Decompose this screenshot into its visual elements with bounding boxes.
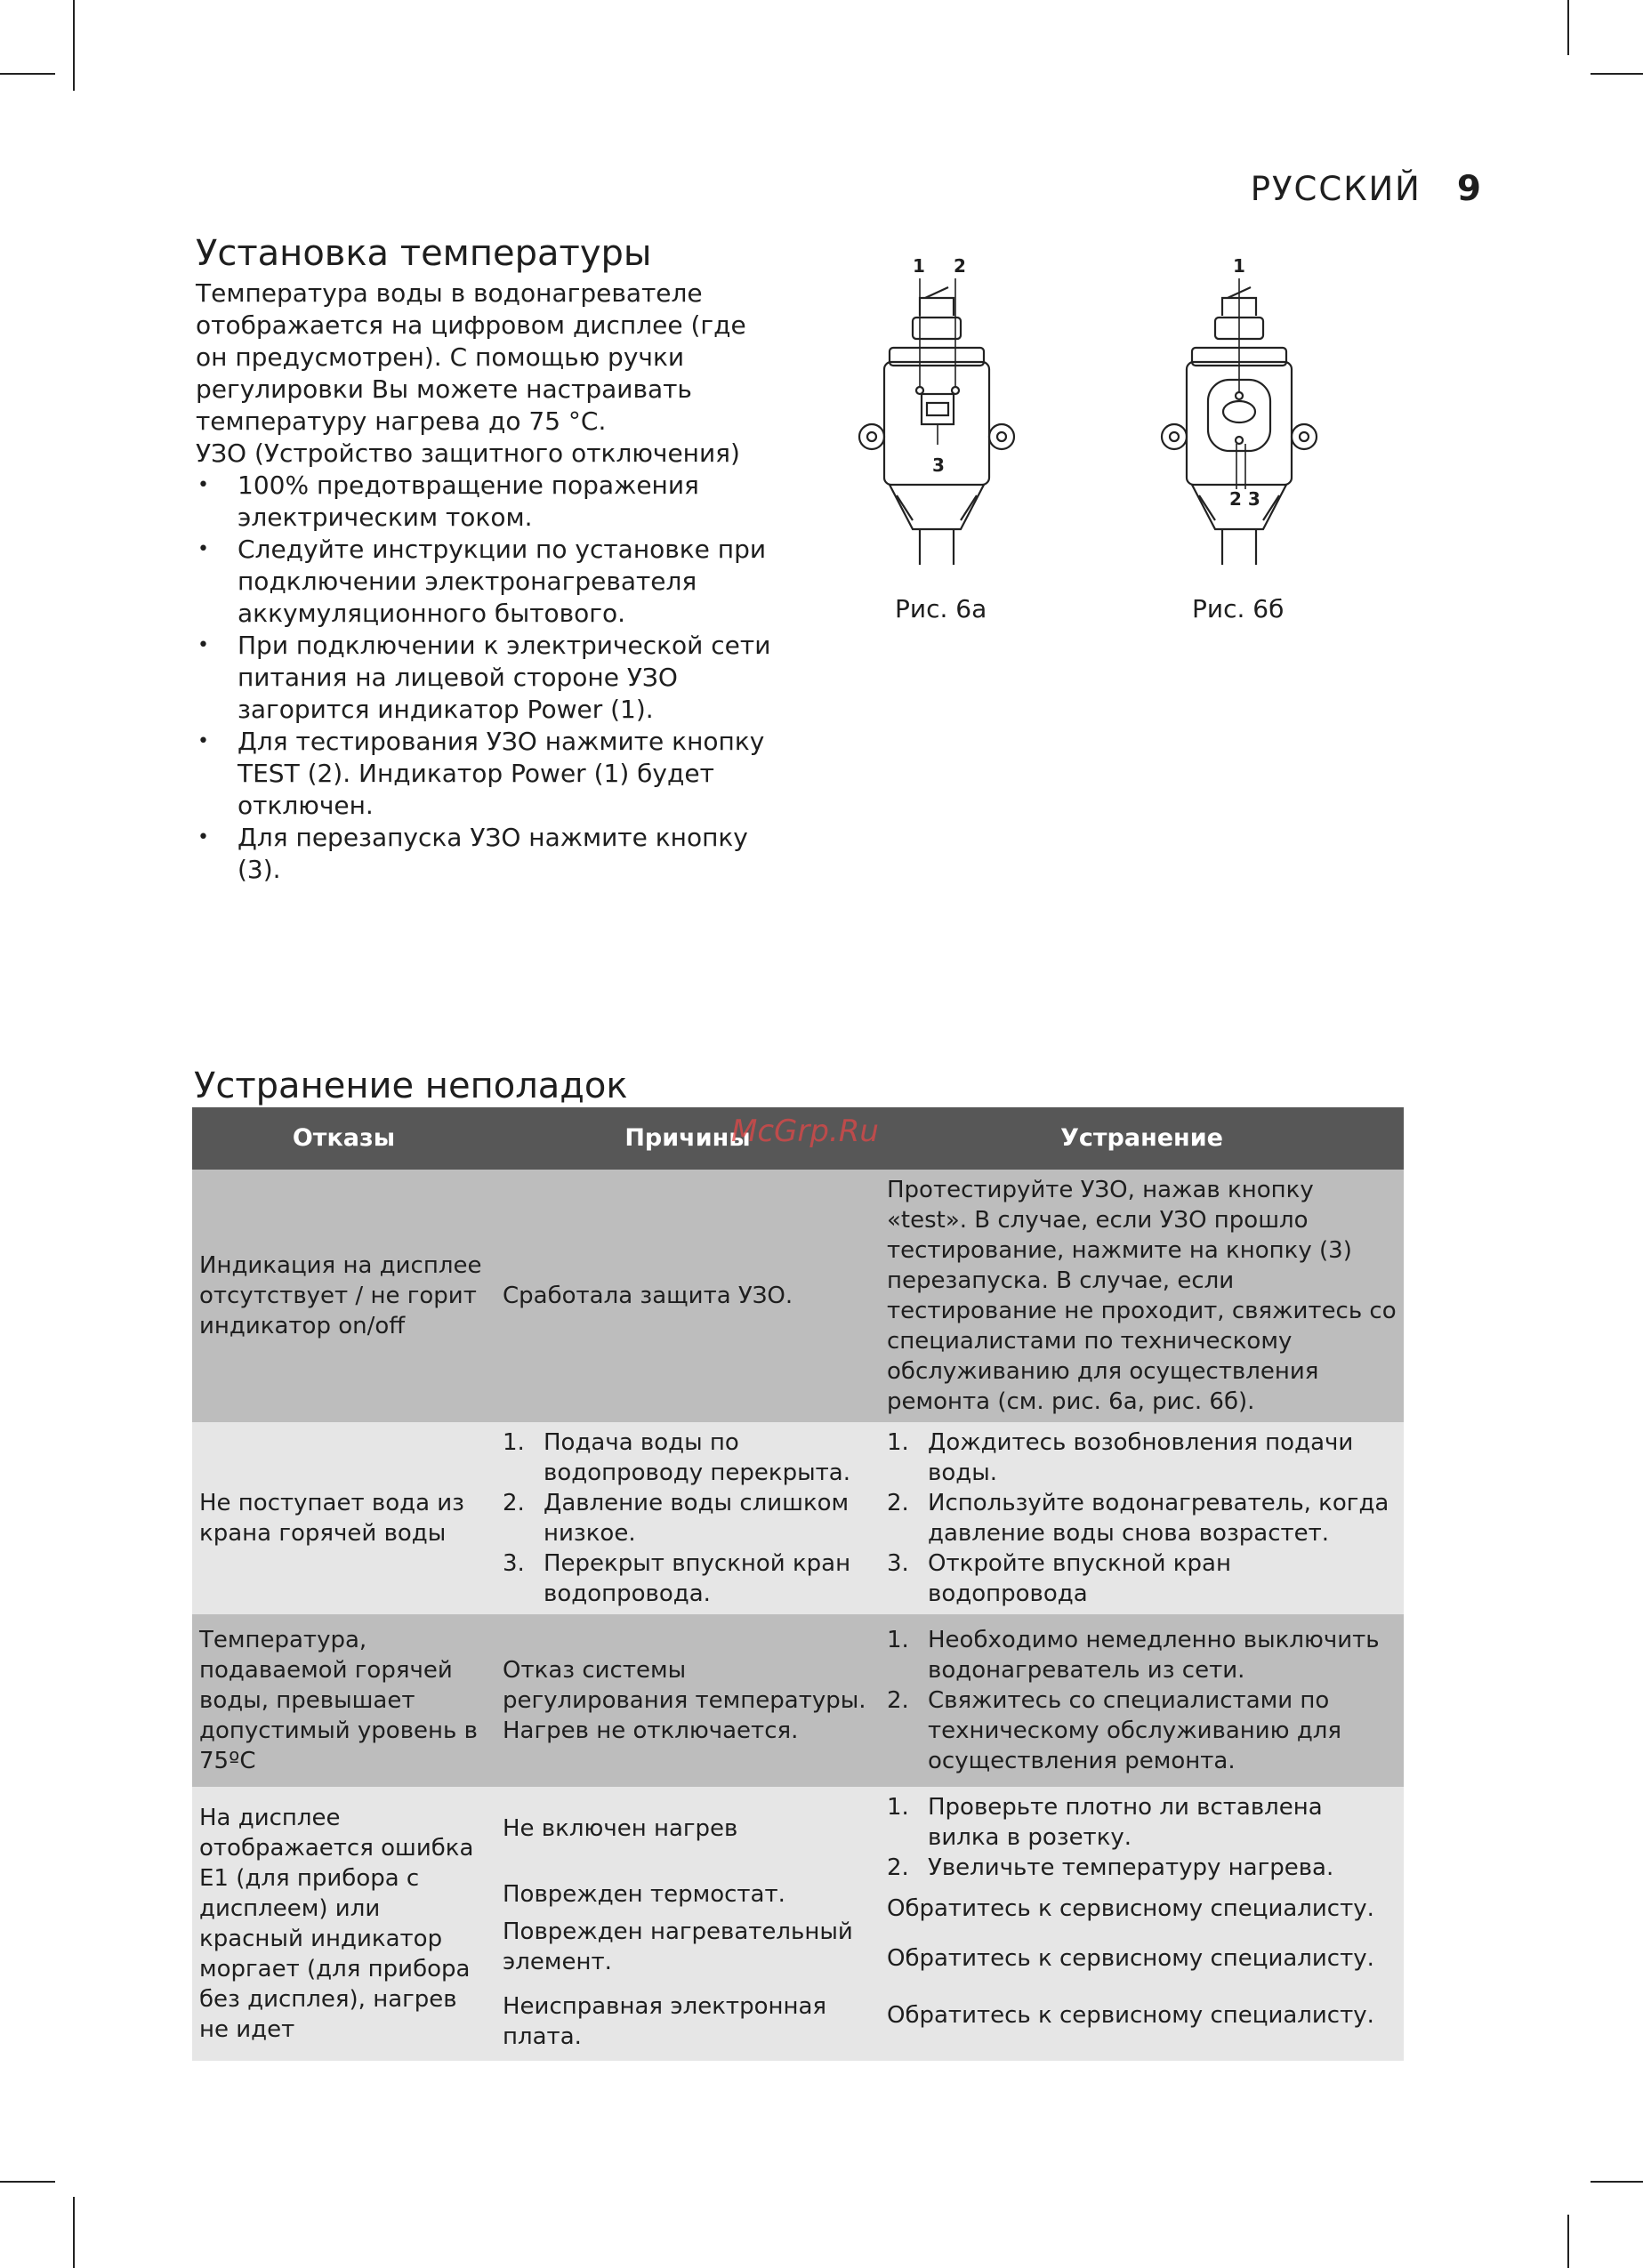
solution-list [887, 1792, 1397, 1890]
crop-mark [1591, 73, 1643, 75]
crop-mark [73, 0, 75, 91]
bullet-item: • Для перезапуска УЗО нажмите кнопку (3). [196, 822, 783, 886]
list-item: 3. Откройте впускной кран водопровода [887, 1550, 1231, 1607]
cause-item: Не включен нагрев [503, 1815, 738, 1842]
list-item: 3. Перекрыт впускной кран водопровода. [503, 1550, 851, 1607]
list-item: 2. Давление воды слишком низкое. [503, 1490, 850, 1547]
solution-cell [880, 1787, 1404, 2061]
troubleshooting-title: Устранение неполадок [194, 1066, 628, 1106]
table-row [192, 1170, 1404, 1422]
figure-6b [1156, 255, 1352, 636]
column-header: Устранение [880, 1107, 1404, 1170]
figure-caption: Рис. 6а [895, 594, 987, 623]
figure-label: 2 3 [1229, 488, 1260, 510]
language-label: РУССКИЙ [1250, 170, 1422, 208]
rcd-bullet-list [196, 470, 783, 886]
crop-mark [73, 2197, 75, 2268]
rcd-title: УЗО (Устройство защитного отключения) [196, 438, 740, 468]
cause-cell [495, 1422, 880, 1614]
figure-label: 3 [932, 454, 945, 476]
solution-cell [880, 1614, 1404, 1787]
page-header [1251, 169, 1481, 209]
fault-cell: Температура, подаваемой горячей воды, превышает допустимый уровень в 75ºC [192, 1614, 495, 1787]
list-item: 2. Свяжитесь со специалистами по техническому обслуживанию для осуществления ремонта. [887, 1687, 1342, 1774]
solution-item: Обратитесь к сервисному специалисту. [887, 1945, 1374, 1972]
solution-list [887, 1428, 1397, 1609]
list-item: 1. Дождитесь возобновления подачи воды. [887, 1429, 1354, 1486]
column-header: Причины [495, 1107, 880, 1170]
column-header: Отказы [192, 1107, 495, 1170]
cause-item: Поврежден нагревательный элемент. [503, 1918, 853, 1975]
watermark: McGrp.Ru [731, 1114, 879, 1149]
temperature-paragraph: Температура воды в водонагревателе отображается на цифровом дисплее (где он предусмотрен). С помощью ручки регулировки Вы можете настраивать температуру нагрева до 75 °C. [196, 278, 746, 436]
fault-cell: Индикация на дисплее отсутствует / не горит индикатор on/off [192, 1170, 495, 1422]
list-item: 2. Используйте водонагреватель, когда давление воды снова возрастет. [887, 1490, 1389, 1547]
table-row [192, 1422, 1404, 1614]
list-item: 1. Необходимо немедленно выключить водонагреватель из сети. [887, 1627, 1380, 1684]
troubleshooting-table [192, 1107, 1404, 2061]
solution-item: Обратитесь к сервисному специалисту. [887, 2002, 1374, 2029]
bullet-item: • 100% предотвращение поражения электрическим током. [196, 470, 783, 534]
rcd-device-drawing [1156, 262, 1352, 565]
cause-list [503, 1428, 873, 1609]
bullet-item: • Следуйте инструкции по установке при подключении электронагревателя аккумуляционного бытового. [196, 534, 783, 630]
crop-mark [1591, 2181, 1643, 2183]
solution-item: Обратитесь к сервисному специалисту. [887, 1895, 1374, 1922]
rcd-device-drawing [854, 262, 1050, 565]
cause-cell: Сработала защита УЗО. [495, 1170, 880, 1422]
bullet-item: • Для тестирования УЗО нажмите кнопку TEST (2). Индикатор Power (1) будет отключен. [196, 726, 783, 822]
table-row [192, 1787, 1404, 2061]
figure-caption: Рис. 6б [1192, 594, 1285, 623]
figure-label: 1 [1233, 255, 1245, 277]
fault-cell: Не поступает вода из крана горячей воды [192, 1422, 495, 1614]
fault-cell: На дисплее отображается ошибка E1 (для прибора с дисплеем) или красный индикатор моргает (для прибора без дисплея), нагрев не идет [192, 1787, 495, 2061]
solution-cell: Протестируйте УЗО, нажав кнопку «test». В случае, если УЗО прошло тестирование, нажмите на кнопку (3) перезапуска. В случае, если тестирование не проходит, свяжитесь со специалистами по техническому обслуживанию для осуществления ремонта (см. рис. 6а, рис. 6б). [880, 1170, 1404, 1422]
list-item: 2. Увеличьте температуру нагрева. [887, 1854, 1334, 1881]
figure-label: 2 [954, 255, 966, 277]
figure-6a [854, 255, 1050, 636]
cause-cell: Отказ системы регулирования температуры. Нагрев не отключается. [495, 1614, 880, 1787]
list-item: 1. Подача воды по водопроводу перекрыта. [503, 1429, 850, 1486]
temperature-section [196, 233, 783, 886]
solution-cell [880, 1422, 1404, 1614]
crop-mark [0, 73, 55, 75]
table-row [192, 1614, 1404, 1787]
solution-list [887, 1625, 1397, 1776]
crop-mark [0, 2181, 55, 2183]
cause-item: Поврежден термостат. [503, 1881, 785, 1908]
crop-mark [1567, 0, 1569, 55]
page-number: 9 [1456, 169, 1481, 209]
figure-label: 1 [913, 255, 925, 277]
bullet-item: • При подключении к электрической сети питания на лицевой стороне УЗО загорится индикатор Power (1). [196, 630, 783, 726]
crop-mark [1567, 2215, 1569, 2268]
cause-cell [495, 1787, 880, 2061]
cause-item: Неисправная электронная плата. [503, 1993, 827, 2050]
section-title: Установка температуры [196, 233, 652, 274]
list-item: 1. Проверьте плотно ли вставлена вилка в розетку. [887, 1794, 1323, 1851]
